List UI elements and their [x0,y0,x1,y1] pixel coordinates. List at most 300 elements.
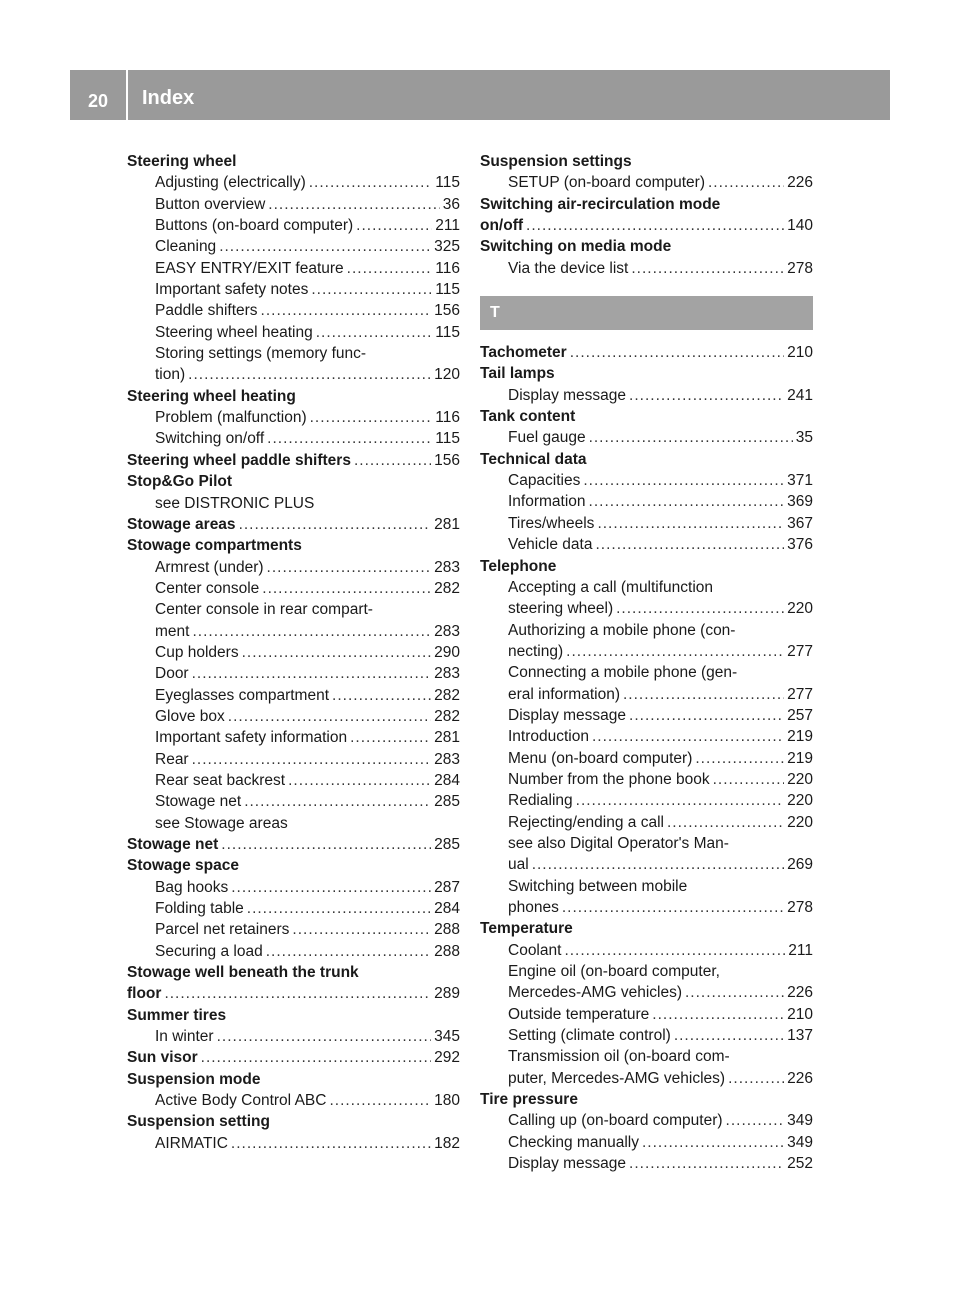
dot-leader [309,172,433,193]
page-reference[interactable]: 283 [434,665,460,683]
page-reference[interactable]: 182 [434,1134,460,1152]
index-subentry [480,385,813,406]
index-entry [127,834,460,855]
index-entry [480,918,813,939]
page-header [70,70,890,120]
dot-leader [231,877,431,898]
dot-leader [623,684,784,705]
index-subentry [127,1133,460,1154]
index-subentry [127,642,460,663]
index-subentry [127,599,460,620]
dot-leader [583,470,784,491]
entry-label: AIRMATIC [155,1134,228,1152]
index-entry [480,556,813,577]
index-subentry [480,1153,813,1174]
index-subentry [127,941,460,962]
dot-leader [188,364,431,385]
index-subentry [480,1025,813,1046]
dot-leader [564,940,785,961]
dot-leader [316,322,433,343]
entry-label: puter, Mercedes-AMG vehicles) [508,1069,726,1087]
index-subentry [127,407,460,428]
index-subentry [480,961,813,982]
dot-leader [595,534,784,555]
index-subentry [127,1026,460,1047]
page-reference[interactable]: 252 [787,1155,813,1173]
page-reference[interactable]: 226 [787,174,813,192]
page-reference[interactable]: 220 [787,792,813,810]
dot-leader [526,215,784,236]
index-letter-heading: T [480,296,813,330]
entry-label: Checking manually [508,1133,639,1151]
entry-label: Folding table [155,900,244,918]
entry-label: ment [155,622,190,640]
entry-label: Introduction [508,728,589,746]
dot-leader [667,812,784,833]
page-reference[interactable]: 282 [434,579,460,597]
page-reference[interactable]: 284 [434,900,460,918]
index-subentry [480,662,813,683]
index-entry [127,1069,460,1090]
entry-label: see Stowage areas [155,814,288,832]
entry-label: tion) [155,366,186,384]
index-column-left [127,151,460,1154]
page-reference[interactable]: 283 [434,750,460,768]
entry-label: Outside temperature [508,1005,650,1023]
dot-leader [332,685,431,706]
page-reference[interactable]: 115 [435,430,460,448]
entry-label: Steering wheel paddle shifters [127,451,351,469]
index-subentry [127,749,460,770]
index-subentry [480,812,813,833]
dot-leader [713,769,785,790]
dot-leader [562,897,784,918]
entry-label: Number from the phone book [508,770,710,788]
index-subentry [480,1046,813,1067]
entry-label: Tire pressure [480,1091,578,1109]
page-reference[interactable]: 277 [787,642,813,660]
entry-label: Rejecting/ending a call [508,813,664,831]
page-number: 20 [87,90,109,111]
page-reference[interactable]: 282 [434,707,460,725]
page-reference[interactable]: 376 [787,536,813,554]
index-subentry [480,258,813,279]
dot-leader [192,663,432,684]
page-reference[interactable]: 281 [434,515,460,533]
index-subentry [480,470,813,491]
entry-label: Via the device list [508,259,629,277]
page-reference[interactable]: 290 [434,643,460,661]
page-reference[interactable]: 367 [787,514,813,532]
entry-label: SETUP (on-board computer) [508,174,705,192]
entry-label: Summer tires [127,1006,227,1024]
page-reference[interactable]: 156 [434,302,460,320]
index-entry [480,342,813,363]
page-reference[interactable]: 115 [435,281,460,299]
entry-label: Menu (on-board computer) [508,749,693,767]
entry-label: In winter [155,1028,214,1046]
dot-leader [652,1004,784,1025]
entry-label: Tires/wheels [508,514,595,532]
page-reference[interactable]: 345 [434,1028,460,1046]
entry-label: on/off [480,217,524,235]
page-reference[interactable]: 283 [434,558,460,576]
index-entry [127,535,460,556]
index-subentry [480,1132,813,1153]
index-subentry [480,769,813,790]
index-entry [127,386,460,407]
dot-leader [228,706,431,727]
dot-leader [629,705,784,726]
entry-label: Steering wheel heating [127,387,296,405]
page-reference[interactable]: 277 [787,685,813,703]
index-entry [127,450,460,471]
index-subentry [127,236,460,257]
entry-label: Calling up (on-board computer) [508,1112,723,1130]
index-subentry [480,1068,813,1089]
dot-leader [311,279,432,300]
index-subentry [480,940,813,961]
dot-leader [261,300,432,321]
index-subentry [480,790,813,811]
index-entry [480,215,813,236]
entry-label: Vehicle data [508,536,593,554]
entry-label: Temperature [480,920,573,938]
index-entry [127,471,460,492]
index-subentry [480,684,813,705]
index-entry [480,449,813,470]
dot-leader [217,1026,432,1047]
page-reference[interactable]: 115 [435,323,460,341]
entry-label: phones [508,899,559,916]
index-subentry [127,898,460,919]
page-reference[interactable]: 292 [434,1049,460,1067]
page-reference[interactable]: 116 [435,259,460,277]
dot-leader [616,598,784,619]
entry-label: Redialing [508,792,573,810]
entry-label: EASY ENTRY/EXIT feature [155,259,344,277]
index-entry [127,1111,460,1132]
page-reference[interactable]: 211 [435,217,460,235]
index-subentry [127,791,460,812]
page-reference[interactable]: 156 [434,451,460,469]
index-subentry [127,706,460,727]
index-subentry [127,685,460,706]
dot-leader [239,514,432,535]
entry-label: Switching between mobile [508,877,688,895]
dot-leader [192,621,431,642]
index-entry [480,406,813,427]
index-subentry [480,876,813,897]
index-subentry [127,194,460,215]
dot-leader [631,258,784,279]
dot-leader [642,1132,784,1153]
page-reference[interactable]: 325 [434,238,460,256]
dot-leader [267,557,432,578]
entry-label: Sun visor [127,1049,198,1067]
index-subentry [480,534,813,555]
index-entry [127,1005,460,1026]
dot-leader [262,578,431,599]
page-reference[interactable]: 285 [434,836,460,853]
entry-label: Center console [155,579,260,597]
entry-label: Steering wheel heating [155,323,313,341]
dot-leader [350,727,431,748]
dot-leader [674,1025,784,1046]
dot-leader [356,215,432,236]
index-subentry [480,641,813,662]
entry-label: Suspension setting [127,1113,270,1131]
page-reference[interactable]: 283 [434,622,460,640]
entry-label: Tail lamps [480,365,555,383]
index-subentry [480,833,813,854]
entry-label: Information [508,493,586,511]
entry-label: Stowage compartments [127,537,302,555]
index-subentry [127,493,460,514]
entry-label: Transmission oil (on-board com- [508,1048,730,1066]
entry-label: Accepting a call (multifunction [508,578,714,596]
index-entry [127,151,460,172]
entry-label: Authorizing a mobile phone (con- [508,621,736,639]
page-reference[interactable]: 226 [787,1069,813,1087]
dot-leader [576,790,784,811]
index-subentry [127,727,460,748]
entry-label: Bag hooks [155,878,229,896]
dot-leader [532,854,784,875]
page-reference[interactable]: 287 [434,878,460,896]
index-subentry [127,258,460,279]
entry-label: Parcel net retainers [155,921,290,939]
dot-leader [329,1090,431,1111]
dot-leader [566,641,784,662]
dot-leader [597,513,784,534]
page-reference[interactable]: 210 [787,1005,813,1023]
entry-label: Button overview [155,195,266,213]
page-reference[interactable]: 220 [787,813,813,831]
dot-leader [589,427,793,448]
entry-label: steering wheel) [508,600,614,618]
index-subentry [127,322,460,343]
dot-leader [244,791,431,812]
entry-label: Center console in rear compart- [155,601,373,619]
index-subentry [480,491,813,512]
entry-label: Adjusting (electrically) [155,174,306,192]
entry-label: Buttons (on-board computer) [155,217,354,235]
index-subentry [480,1004,813,1025]
index-subentry [480,513,813,534]
dot-leader [219,236,431,257]
entry-label: Cup holders [155,643,239,661]
index-subentry [480,427,813,448]
entry-label: Switching on media mode [480,238,672,256]
index-subentry [480,748,813,769]
page-reference[interactable]: 349 [787,1112,813,1130]
index-entry [127,962,460,983]
entry-label: Stowage areas [127,515,236,533]
index-subentry [127,364,460,385]
page-reference[interactable]: 140 [787,217,813,235]
dot-leader [347,258,433,279]
entry-label: Switching on/off [155,430,265,448]
dot-leader [267,428,432,449]
page-reference[interactable]: 180 [434,1092,460,1110]
page-reference[interactable]: 211 [788,941,813,959]
dot-leader [221,834,431,855]
entry-label: Stowage space [127,857,239,875]
page-reference[interactable]: 371 [787,472,813,490]
entry-label: Door [155,665,189,683]
dot-leader [728,1068,784,1089]
page-reference[interactable]: 289 [434,985,460,1003]
index-subentry [127,279,460,300]
entry-label: Steering wheel [127,153,237,170]
entry-label: Engine oil (on-board computer, [508,963,720,981]
index-subentry [480,1110,813,1131]
index-subentry [127,770,460,791]
page-reference[interactable]: 210 [787,344,813,362]
dot-leader [201,1047,431,1068]
index-entry [480,1089,813,1110]
entry-label: Problem (malfunction) [155,409,307,427]
entry-label: Rear seat backrest [155,771,286,789]
page-reference[interactable]: 241 [787,386,813,404]
index-subentry [127,621,460,642]
entry-label: Switching air-recirculation mode [480,195,721,213]
entry-label: Tank content [480,408,576,426]
dot-leader [292,919,431,940]
index-entry [127,1047,460,1068]
page-reference[interactable]: 284 [434,771,460,789]
entry-label: Active Body Control ABC [155,1092,327,1110]
dot-leader [266,941,431,962]
index-subentry [127,172,460,193]
entry-label: Eyeglasses compartment [155,686,330,704]
page-reference[interactable]: 269 [787,856,813,874]
page-reference[interactable]: 257 [787,706,813,724]
dot-leader [288,770,431,791]
index-entry [127,514,460,535]
entry-label: Suspension settings [480,153,632,170]
page-reference[interactable]: 278 [787,259,813,277]
index-subentry [127,215,460,236]
page-reference[interactable]: 35 [795,429,813,447]
entry-label: Securing a load [155,942,263,960]
page-reference[interactable]: 220 [787,770,813,788]
index-subentry [480,897,813,918]
entry-label: Tachometer [480,344,567,362]
entry-label: see DISTRONIC PLUS [155,494,315,512]
page-reference[interactable]: 115 [435,174,460,192]
page-reference[interactable]: 36 [442,195,460,213]
page-reference[interactable]: 281 [434,729,460,747]
index-subentry [480,854,813,875]
entry-label: Telephone [480,557,557,575]
entry-label: Cleaning [155,238,217,256]
dot-leader [726,1110,785,1131]
index-entry [127,855,460,876]
page-reference[interactable]: 288 [434,921,460,939]
page-reference[interactable]: 285 [434,793,460,811]
page-reference[interactable]: 369 [787,493,813,511]
entry-label: Connecting a mobile phone (gen- [508,664,738,682]
entry-label: Coolant [508,941,562,959]
page-reference[interactable]: 137 [787,1027,813,1045]
entry-label: floor [127,985,162,1003]
dot-leader [231,1133,431,1154]
index-subentry [127,919,460,940]
dot-leader [685,982,784,1003]
index-subentry [480,982,813,1003]
page-reference[interactable]: 220 [787,600,813,618]
page-reference[interactable]: 116 [435,409,460,427]
dot-leader [708,172,784,193]
dot-leader [164,983,431,1004]
index-subentry [480,577,813,598]
entry-label: Display message [508,1155,627,1173]
index-entry [480,236,813,257]
page-reference[interactable]: 120 [434,366,460,384]
dot-leader [592,726,784,747]
entry-label: Important safety notes [155,281,309,299]
index-subentry [480,726,813,747]
entry-label: Stowage net [155,793,242,811]
dot-leader [242,642,432,663]
index-subentry [127,1090,460,1111]
index-entry [480,151,813,172]
entry-label: Stowage well beneath the trunk [127,964,359,982]
page-reference[interactable]: 282 [434,686,460,704]
index-subentry [480,172,813,193]
entry-label: Display message [508,706,627,724]
entry-label: see also Digital Operator's Man- [508,834,729,852]
entry-label: Paddle shifters [155,302,258,320]
dot-leader [192,749,432,770]
index-subentry [127,578,460,599]
entry-label: ual [508,856,529,874]
entry-label: Glove box [155,707,225,725]
entry-label: Suspension mode [127,1070,261,1088]
dot-leader [629,385,784,406]
entry-label: Important safety information [155,729,348,747]
page-reference[interactable]: 288 [434,942,460,960]
index-subentry [127,877,460,898]
entry-label: Storing settings (memory func- [155,345,367,363]
index-subentry [127,428,460,449]
entry-label: Mercedes-AMG vehicles) [508,984,682,1002]
page-reference[interactable]: 219 [787,749,813,767]
entry-label: Display message [508,386,627,404]
entry-label: eral information) [508,685,620,703]
page-reference[interactable]: 219 [787,728,813,746]
entry-label: Stowage net [127,836,219,853]
index-subentry [127,300,460,321]
page-reference[interactable]: 278 [787,899,813,916]
entry-label: Armrest (under) [155,558,264,576]
page-title: Index [142,86,195,109]
index-column-right [480,151,813,1174]
index-subentry [127,663,460,684]
dot-leader [354,450,431,471]
page-reference[interactable]: 226 [787,984,813,1002]
index-subentry [480,598,813,619]
entry-label: Stop&Go Pilot [127,473,233,491]
dot-leader [268,194,439,215]
page-reference[interactable]: 349 [787,1133,813,1151]
entry-label: Setting (climate control) [508,1027,671,1045]
dot-leader [570,342,784,363]
entry-label: Rear [155,750,189,768]
dot-leader [247,898,431,919]
